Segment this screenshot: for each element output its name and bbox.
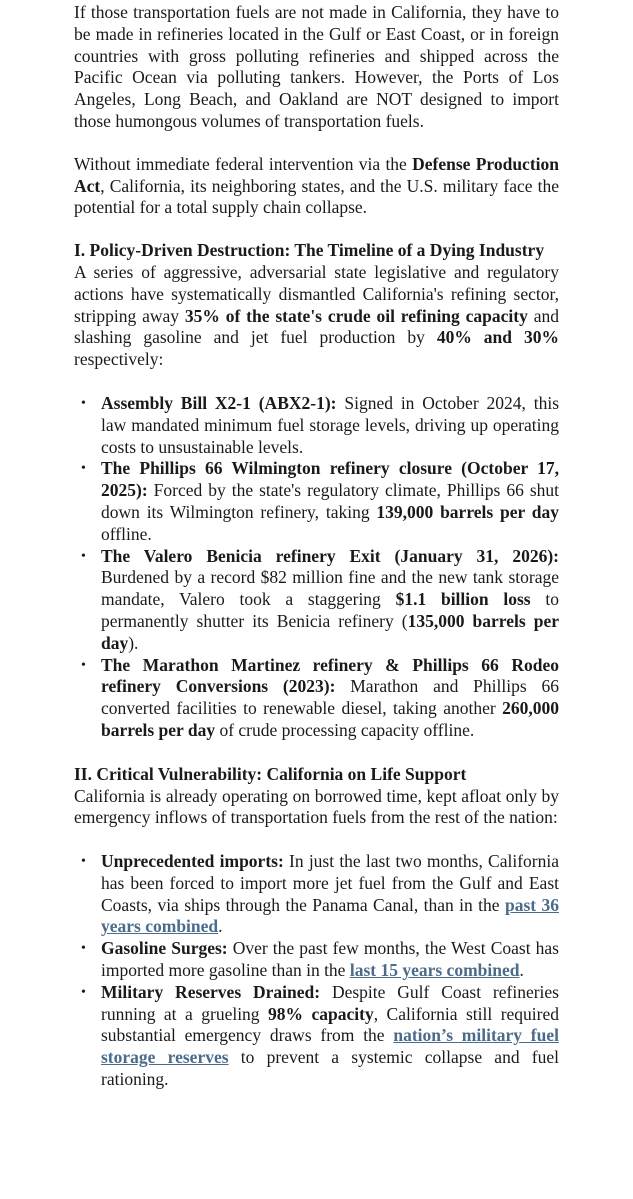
section-2-intro: California is already operating on borrowed time, kept afloat only by emergency inflows of transportation fuels from the rest of the nation: [74, 785, 559, 828]
intro-paragraph-1: If those transportation fuels are not made in California, they have to be made in refineries located in the Gulf or East Coast, or in foreign countries with gross polluting refineries and shipped across the Pacific Ocean via polluting tankers. However, the Ports of Los Angeles, Long Beach, and Oakland are NOT designed to import those humongous volumes of transportation fuels. [74, 2, 559, 131]
text-run: Burdened by a record $82 million fine and the new tank storage mandate, Valero took a staggering [101, 567, 559, 610]
section-1-list [74, 393, 559, 742]
past-36-years-link[interactable]: past 36 years combined [101, 894, 559, 937]
list-item [63, 851, 559, 938]
text-run: , California, its neighboring states, and the U.S. military face the potential for a total supply chain collapse. [74, 175, 559, 218]
text-run: ). [128, 632, 139, 653]
item-title: Military Reserves Drained: [101, 981, 321, 1002]
text-run: offline. [101, 523, 152, 544]
bullet-icon: • [81, 657, 86, 673]
text-run: Signed in October 2024, this law mandated minimum fuel storage levels, driving up operating costs to unsustainable levels. [101, 392, 560, 457]
text-run: . [218, 916, 223, 937]
text-run: of crude processing capacity offline. [215, 719, 475, 740]
text-run: . [519, 960, 524, 981]
list-item [63, 655, 559, 742]
item-title: The Marathon Martinez refinery & Phillips 66 Rodeo refinery Conversions (2023): [101, 654, 559, 697]
list-item [63, 982, 559, 1091]
section-1-heading: I. Policy-Driven Destruction: The Timeline of a Dying Industry [74, 240, 545, 261]
text-run: Marathon and Phillips 66 converted facilities to renewable diesel, taking another [101, 676, 559, 719]
text-run: and slashing gasoline and jet fuel production by [74, 305, 559, 348]
text-run: Without immediate federal intervention via the [74, 153, 413, 174]
list-item [63, 393, 559, 458]
section-2-heading: II. Critical Vulnerability: California on Life Support [74, 763, 467, 784]
section-2-list [74, 851, 559, 1091]
text-run: A series of aggressive, adversarial state legislative and regulatory actions have systematically dismantled California's refining sector, stripping away [74, 261, 559, 326]
bold-run: 260,000 barrels per day [101, 698, 559, 740]
text-run: Over the past few months, the West Coast has imported more gasoline than in the [101, 938, 559, 981]
bold-run: 98% capacity [268, 1003, 374, 1024]
bold-run: 35% of the state's crude oil refining capacity [184, 305, 528, 326]
list-item [63, 938, 559, 982]
defense-production-act: Defense Production Act [74, 153, 559, 196]
bullet-icon: • [81, 548, 86, 564]
item-title: The Phillips 66 Wilmington refinery closure (October 17, 2025): [101, 458, 559, 501]
bullet-icon: • [81, 984, 86, 1000]
last-15-years-link[interactable]: last 15 years combined [349, 960, 520, 981]
bullet-icon: • [81, 461, 86, 477]
list-item [63, 546, 559, 655]
bold-run: 139,000 barrels per day [376, 501, 560, 522]
text-run: In just the last two months, California has been forced to import more jet fuel from the Gulf and East Coasts, via ships through the Panama Canal, than in the [101, 851, 559, 915]
bullet-icon: • [81, 854, 86, 870]
item-title: Gasoline Surges: [101, 938, 228, 959]
text-run: respectively: [74, 349, 164, 370]
list-item [63, 458, 559, 545]
text-run: Despite Gulf Coast refineries running at a grueling [101, 981, 559, 1024]
text-run: , California still required substantial emergency draws from the [101, 1003, 560, 1046]
bold-run: 40% and 30% [436, 327, 560, 348]
bullet-icon: • [81, 395, 86, 411]
bold-run: 135,000 barrels per day [101, 610, 559, 653]
text-run: to permanently shutter its Benicia refinery ( [101, 589, 559, 631]
item-title: Assembly Bill X2-1 (ABX2-1): [101, 392, 337, 413]
section-1-intro [74, 262, 559, 371]
text-run: to prevent a systemic collapse and fuel rationing. [101, 1047, 559, 1090]
bold-run: $1.1 billion loss [395, 589, 531, 610]
item-title: Unprecedented imports: [101, 851, 284, 872]
intro-paragraph-2 [74, 154, 559, 219]
item-title: The Valero Benicia refinery Exit (January 31, 2026): [101, 545, 559, 566]
military-fuel-reserves-link[interactable]: nation’s military fuel storage reserves [101, 1025, 559, 1068]
text-run: Forced by the state's regulatory climate, Phillips 66 shut down its Wilmington refinery, taking [101, 480, 559, 522]
bullet-icon: • [81, 941, 86, 957]
